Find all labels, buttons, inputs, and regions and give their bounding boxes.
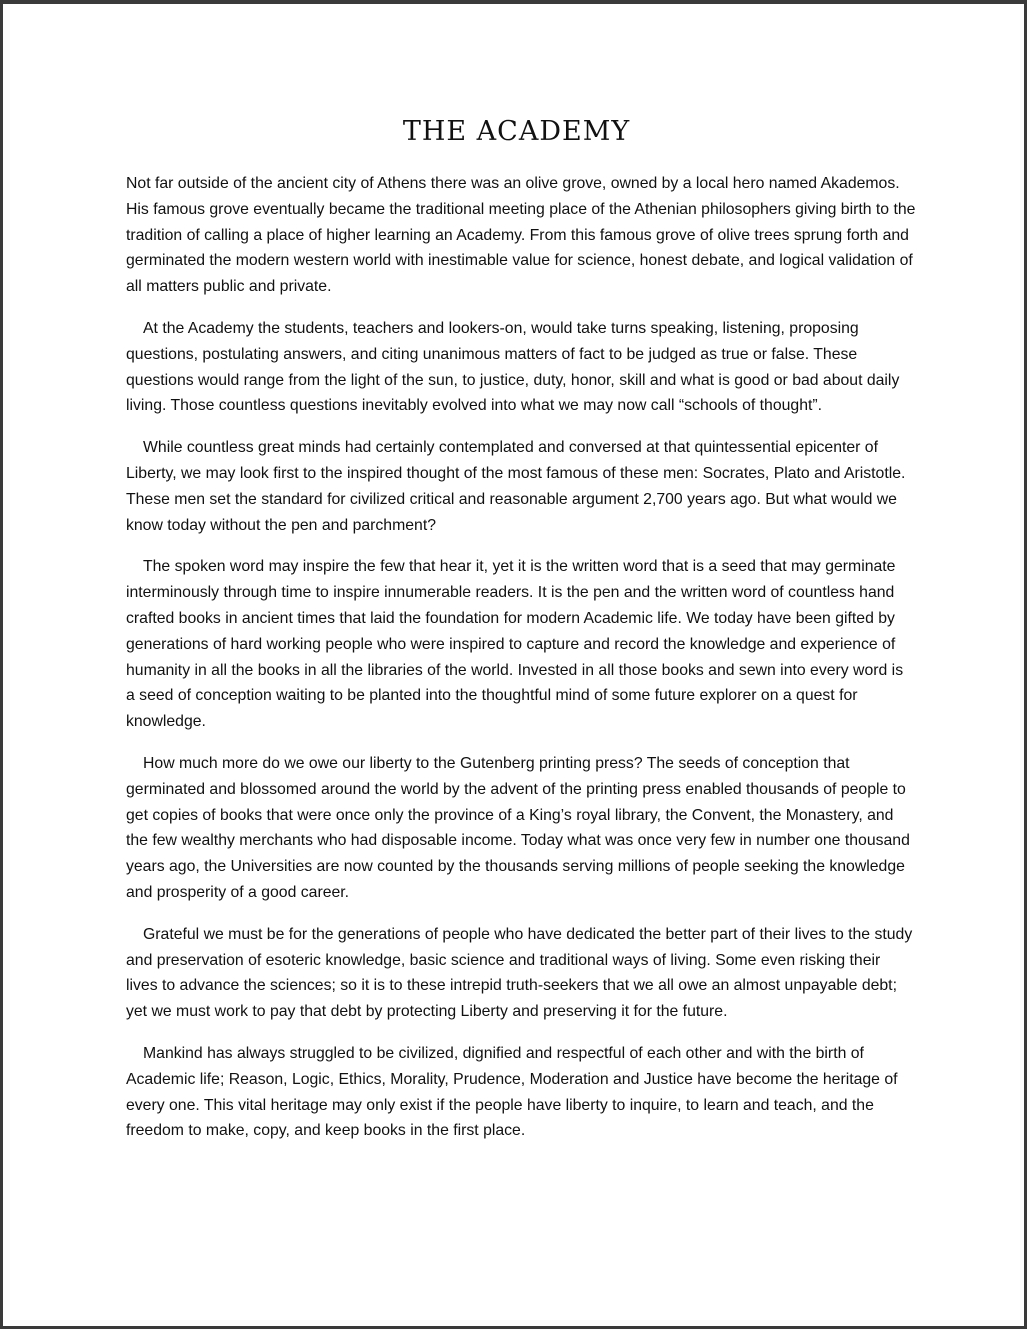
paragraph: At the Academy the students, teachers and lookers-on, would take turns speaking, listening, proposing questions, postulating answers, and citing unanimous matters of fact to be judged as true or false. These questions would range from the light of the sun, to justice, duty, honor, skill and what is good or bad about daily living. Those countless questions inevitably evolved into what we may now call “schools of thought”. (126, 319, 900, 415)
document-title: THE ACADEMY (402, 116, 631, 147)
paragraph: The spoken word may inspire the few that hear it, yet it is the written word that is a seed that may germinate interminously through time to inspire innumerable readers. It is the pen and the written word of countless hand crafted books in ancient times that laid the foundation for modern Academic life. We today have been gifted by generations of hard working people who were inspired to capture and record the knowledge and experience of humanity in all the books in all the libraries of the world. Invested in all those books and sewn into every word is a seed of conception waiting to be planted into the thoughtful mind of some future explorer on a quest for knowledge. (126, 558, 904, 731)
paragraph: How much more do we owe our liberty to the Gutenberg printing press? The seeds of conception that germinated and blossomed around the world by the advent of the printing press enabled thousands of people to get copies of books that were once only the province of a King’s royal library, the Convent, the Monastery, and the few wealthy merchants who had disposable income. Today what was once very few in number one thousand years ago, the Universities are now counted by the thousands serving millions of people seeking the knowledge and prosperity of a good career. (126, 754, 910, 901)
paragraph: Mankind has always struggled to be civilized, dignified and respectful of each other and with the birth of Academic life; Reason, Logic, Ethics, Morality, Prudence, Moderation and Justice have become the heritage of every one. This vital heritage may only exist if the people have liberty to inquire, to learn and teach, and the freedom to make, copy, and keep books in the first place. (126, 1044, 898, 1140)
document-body (126, 171, 916, 1160)
paragraph: While countless great minds had certainly contemplated and conversed at that quintessential epicenter of Liberty, we may look first to the inspired thought of the most famous of these men: Socrates, Plato and Aristotle. These men set the standard for civilized critical and reasonable argument 2,700 years ago. But what would we know today without the pen and parchment? (126, 439, 906, 534)
paragraph: Not far outside of the ancient city of Athens there was an olive grove, owned by a local hero named Akademos. His famous grove eventually became the traditional meeting place of the Athenian philosophers giving birth to the tradition of calling a place of higher learning an Academy. From this famous grove of olive trees sprung forth and germinated the modern western world with inestimable value for science, honest debate, and logical validation of all matters public and private. (126, 175, 916, 296)
paragraph: Grateful we must be for the generations of people who have dedicated the better part of their lives to the study and preservation of esoteric knowledge, basic science and traditional ways of living. Some even risking their lives to advance the sciences; so it is to these intrepid truth-seekers that we all owe an almost unpayable debt; yet we must work to pay that debt by protecting Liberty and preserving it for the future. (126, 925, 913, 1021)
